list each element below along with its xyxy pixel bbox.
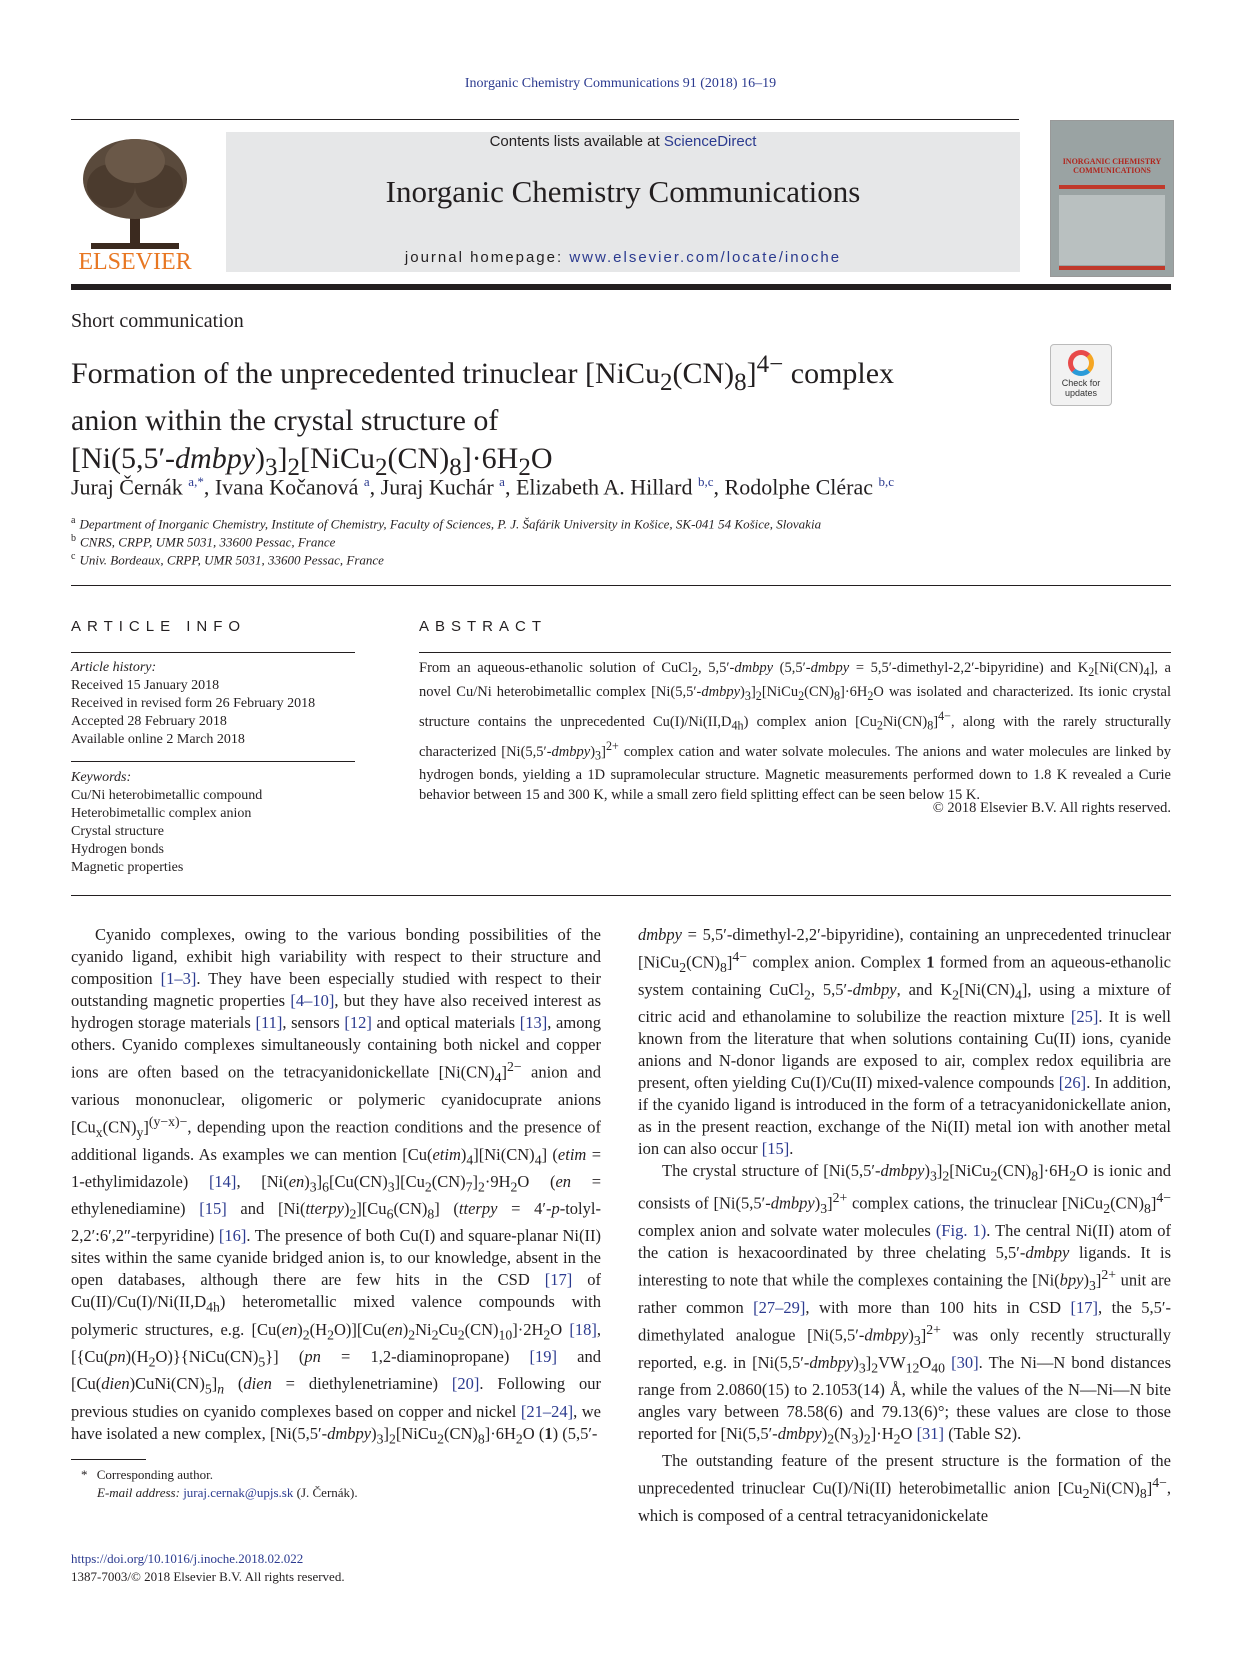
affiliation-text: Department of Inorganic Chemistry, Institute of Chemistry, Faculty of Sciences, P. J. Šafárik University in Košice, SK-041 54 Košice, Slovakia	[79, 516, 822, 532]
article-type: Short communication	[71, 310, 244, 332]
contents-prefix: Contents lists available at	[489, 133, 664, 150]
keywords-label: Keywords:	[71, 770, 132, 785]
check-updates-label-1: Check for	[1061, 378, 1101, 388]
header-top-rule	[71, 119, 1019, 120]
corresponding-author-note	[71, 1466, 358, 1502]
abstract-heading: ABSTRACT	[419, 618, 548, 635]
affiliation-mark: a	[71, 515, 76, 526]
check-updates-icon	[1068, 350, 1094, 376]
publisher-name: ELSEVIER	[78, 249, 192, 275]
cover-panel	[1059, 195, 1165, 265]
body-left-column: Cyanido complexes, owing to the various bonding possibilities of the cyanido ligand, exhibit high variability with respect to their structure and composition [1–3]. They have been especially studied with respect to their outstanding magnetic properties [4–10], but they have also received interest as hydrogen storage materials [11], sensors [12] and optical materials [13], among others. Cyanido complexes simultaneously containing both nickel and copper ions are often based on the tetracyanidonickellate $[Ni(CN)_4]^{2-}$ anion and various mononuclear, oligomeric or polymeric cyanidocuprate anions $[Cu_x(CN)_y]^{(y-x)-}$, depending upon the reaction conditions and the presence of additional ligands. As examples we can mention $[Cu(etim)_4][Ni(CN)_4]$ (etim = 1-ethylimidazole) [14], $[Ni(en)_3]_6[Cu(CN)_3][Cu_2(CN)_7]_2\cdot 9H_2O$ (en = ethylenediamine) [15] and $[Ni(tterpy)_2][Cu_6(CN)_8]$ (tterpy = 4′-p-tolyl-2,2′:6′,2″-terpyridine) [16]. The presence of both Cu(I) and square-planar Ni(II) sites within the same cyanide bridged anion is, to our knowledge, absent in the open databases, although there are few hits in the CSD [17] of $Cu(II)/Cu(I)/Ni(II,D_{4h})$ heterometallic mixed valence compounds with polymeric structures, e.g. $[Cu(en)_2(H_2O)][Cu(en)_2Ni_2Cu_2(CN)_{10}]\cdot 2H_2O$ [18], $[\{Cu(pn)(H_2O)\}\{NiCu(CN)_5\}] (pn$ = 1,2-diaminopropane) [19] and $[Cu(dien)CuNi(CN)_5]_n$ (dien = diethylenetriamine) [20]. Following our previous studies on cyanido complexes based on copper and nickel [21–24], we have isolated a new complex, $[Ni(5,5'-dmbpy)_3]_2[NiCu_2(CN)_8]\cdot 6H_2O$ (1) (5,5′-	[71, 925, 602, 1446]
homepage-link[interactable]: www.elsevier.com/locate/inoche	[569, 249, 842, 266]
corresponding-label: Corresponding author.	[96, 1467, 214, 1482]
keywords-block	[71, 769, 355, 877]
cover-footer-strip	[1059, 266, 1165, 270]
email-suffix: (J. Černák).	[296, 1485, 358, 1500]
abstract-divider	[71, 895, 1171, 896]
abstract-text: From an aqueous-ethanolic solution of CuCl$_2$, 5,5′-dmbpy (5,5′-dmbpy = 5,5′-dimethyl-2,2′-bipyridine) and $K_2[Ni(CN)_4]$, a novel Cu/Ni heterobimetallic complex $[Ni(5,5'-dmbpy)_3]_2[NiCu_2(CN)_8]\cdot 6H_2O$ was isolated and characterized. Its ionic crystal structure contains the unprecedented $Cu(I)/Ni(II,D_{4h})$ complex anion $[Cu_2Ni(CN)_8]^{4-}$, along with the rarely structurally characterized $[Ni(5,5'-dmbpy)_3]^{2+}$ complex cation and water solvate molecules. The anions and water molecules are linked by hydrogen bonds, yielding a 1D supramolecular structure. Magnetic measurements performed down to 1.8 K revealed a Curie behavior between 15 and 300 K, while a small zero field splitting effect can be seen below 15 K.	[419, 660, 1171, 804]
article-history	[71, 659, 355, 749]
history-revised: Received in revised form 26 February 2018	[71, 696, 316, 711]
article-info-heading: ARTICLE INFO	[71, 618, 247, 635]
cover-strip	[1059, 185, 1165, 189]
doi-link[interactable]: https://doi.org/10.1016/j.inoche.2018.02.022	[71, 1551, 304, 1566]
article-title: Formation of the unprecedented trinuclear $[NiCu_2(CN)_8]^{4-}$ complex anion within the crystal structure of $[Ni(5,5'-dmbpy)_3]_2[NiCu_2(CN)_8]\cdot 6H_2O$	[71, 351, 895, 481]
keyword-item: Magnetic properties	[71, 860, 184, 875]
body-right-column: dmbpy = 5,5′-dimethyl-2,2′-bipyridine), containing an unprecedented trinuclear $[NiCu_2(CN)_8]^{4-}$ complex anion. Complex 1 formed from an aqueous-ethanolic system containing CuCl$_2$, 5,5′-dmbpy, and $K_2[Ni(CN)_4]$, using a mixture of citric acid and ethanolamine to solubilize the reaction mixture [25]. It is well known from the literature that when solutions containing Cu(II) ions, cyanide anions and N-donor ligands are exposed to air, complex redox equilibria are present, often yielding Cu(I)/Cu(II) mixed-valence compounds [26]. In addition, if the cyanido ligand is introduced in the form of a tetracyanidonickellate anion, as in the present reaction, exchange of the Ni(II) metal ion with another metal ion can also occur [15]. The crystal structure of $[Ni(5,5'-dmbpy)_3]_2[NiCu_2(CN)_8]\cdot 6H_2O$ is ionic and consists of $[Ni(5,5'-dmbpy)_3]^{2+}$ complex cations, the trinuclear $[NiCu_2(CN)_8]^{4-}$ complex anion and solvate water molecules (Fig. 1). The central Ni(II) atom of the cation is hexacoordinated by three chelating 5,5′-dmbpy ligands. It is interesting to note that while the complexes containing the $[Ni(bpy)_3]^{2+}$ unit are rather common [27–29], with more than 100 hits in CSD [17], the 5,5′-dimethylated analogue $[Ni(5,5'-dmbpy)_3]^{2+}$ was only recently structurally reported, e.g. in $[Ni(5,5'-dmbpy)_3]_2VW_{12}O_{40}$ [30]. The Ni—N bond distances range from 2.0860(15) to 2.1053(14) Å, while the values of the N—Ni—N bite angles vary between 78.58(6) and 79.13(6)°; these values are close to those reported for $[Ni(5,5'-dmbpy)_2(N_3)_2]\cdot H_2O$ [31] (Table S2). The outstanding feature of the present structure is the formation of the unprecedented trinuclear Cu(I)/Ni(II) heterobimetallic anion $[Cu_2Ni(CN)_8]^{4-}$, which is composed of a central tetracyanidonickelate	[638, 925, 1172, 1526]
affiliation-b	[71, 533, 335, 550]
history-received: Received 15 January 2018	[71, 678, 220, 693]
article-footer	[71, 1550, 345, 1586]
homepage-prefix: journal homepage:	[404, 249, 570, 266]
history-online: Available online 2 March 2018	[71, 732, 245, 747]
sciencedirect-link[interactable]: ScienceDirect	[663, 133, 757, 150]
affiliation-mark: c	[71, 551, 76, 562]
cover-title: INORGANIC CHEMISTRY COMMUNICATIONS	[1062, 157, 1162, 175]
keyword-item: Crystal structure	[71, 824, 164, 839]
footnote-rule	[71, 1459, 146, 1460]
journal-title: Inorganic Chemistry Communications	[385, 174, 861, 209]
footnote-mark: *	[81, 1467, 88, 1482]
keyword-item: Hydrogen bonds	[71, 842, 164, 857]
affiliations-divider	[71, 585, 1171, 586]
affiliation-a	[71, 515, 821, 532]
keywords-rule	[71, 761, 355, 762]
issn-copyright: 1387-7003/© 2018 Elsevier B.V. All rights reserved.	[71, 1569, 345, 1584]
abstract-copyright: © 2018 Elsevier B.V. All rights reserved.	[932, 800, 1171, 816]
keyword-item: Cu/Ni heterobimetallic compound	[71, 788, 263, 803]
abstract-rule	[419, 652, 1171, 653]
author-list[interactable]: Juraj Černák $^{a,*}$, Ivana Kočanová $^a$, Juraj Kuchár $^a$, Elizabeth A. Hillard $^{b,c}$, Rodolphe Clérac $^{b,c}$	[71, 474, 895, 500]
check-updates-label-2: updates	[1064, 388, 1098, 398]
keyword-item: Heterobimetallic complex anion	[71, 806, 252, 821]
check-for-updates-button[interactable]	[1050, 344, 1112, 406]
elsevier-logo[interactable]	[71, 131, 199, 276]
affiliation-text: Univ. Bordeaux, CRPP, UMR 5031, 33600 Pessac, France	[79, 552, 384, 568]
affiliation-text: CNRS, CRPP, UMR 5031, 33600 Pessac, France	[80, 534, 336, 550]
affiliation-mark: b	[71, 533, 76, 544]
affiliation-c	[71, 551, 384, 568]
contents-line	[226, 133, 1020, 150]
author-email-link[interactable]: juraj.cernak@upjs.sk	[183, 1485, 294, 1500]
article-info-rule	[71, 652, 355, 653]
header-thick-rule	[71, 284, 1171, 290]
email-label: E-mail address:	[97, 1485, 180, 1500]
journal-homepage	[226, 249, 1020, 266]
journal-reference[interactable]: Inorganic Chemistry Communications 91 (2018) 16–19	[464, 76, 777, 91]
history-label: Article history:	[71, 660, 157, 675]
journal-cover-image[interactable]	[1050, 120, 1174, 277]
history-accepted: Accepted 28 February 2018	[71, 714, 227, 729]
